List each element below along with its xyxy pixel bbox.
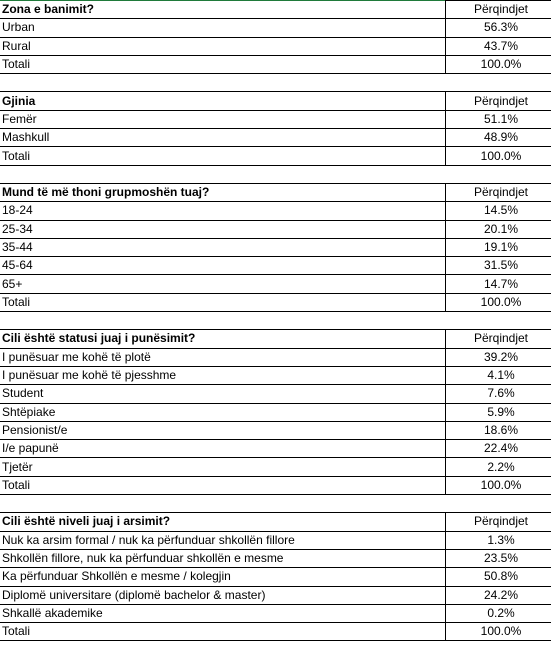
category-label-cell[interactable]: Shkollën fillore, nuk ka përfunduar shkollën e mesme bbox=[0, 549, 446, 567]
category-label-cell[interactable]: 18-24 bbox=[0, 202, 446, 220]
percent-header-cell[interactable]: Përqindjet bbox=[446, 183, 551, 201]
spacer-row bbox=[0, 165, 551, 183]
category-label-cell[interactable]: 35-44 bbox=[0, 238, 446, 256]
table-row bbox=[0, 549, 551, 567]
category-label-cell[interactable]: Urban bbox=[0, 19, 446, 37]
category-label-cell[interactable]: Pensionist/e bbox=[0, 421, 446, 439]
table-row bbox=[0, 568, 551, 586]
survey-table-body bbox=[0, 1, 551, 641]
empty-cell[interactable] bbox=[446, 312, 551, 330]
question-title-cell[interactable]: Mund të më thoni grupmoshën tuaj? bbox=[0, 183, 446, 201]
table-row bbox=[0, 348, 551, 366]
percent-value-cell[interactable]: 43.7% bbox=[446, 37, 551, 55]
percent-value-cell[interactable]: 20.1% bbox=[446, 220, 551, 238]
section-header-row bbox=[0, 92, 551, 110]
category-label-cell[interactable]: 65+ bbox=[0, 275, 446, 293]
total-row bbox=[0, 476, 551, 494]
table-row bbox=[0, 604, 551, 622]
percent-value-cell[interactable]: 14.5% bbox=[446, 202, 551, 220]
section-header-row bbox=[0, 330, 551, 348]
table-row bbox=[0, 458, 551, 476]
total-row bbox=[0, 623, 551, 641]
table-row bbox=[0, 421, 551, 439]
category-label-cell[interactable]: Totali bbox=[0, 55, 446, 73]
category-label-cell[interactable]: Totali bbox=[0, 293, 446, 311]
category-label-cell[interactable]: I/e papunë bbox=[0, 440, 446, 458]
category-label-cell[interactable]: I punësuar me kohë të plotë bbox=[0, 348, 446, 366]
empty-cell[interactable] bbox=[0, 74, 446, 92]
table-row bbox=[0, 238, 551, 256]
category-label-cell[interactable]: Totali bbox=[0, 623, 446, 641]
table-row bbox=[0, 19, 551, 37]
percent-value-cell[interactable]: 100.0% bbox=[446, 147, 551, 165]
percent-header-cell[interactable]: Përqindjet bbox=[446, 92, 551, 110]
empty-cell[interactable] bbox=[446, 74, 551, 92]
category-label-cell[interactable]: I punësuar me kohë të pjesshme bbox=[0, 366, 446, 384]
percent-value-cell[interactable]: 100.0% bbox=[446, 55, 551, 73]
category-label-cell[interactable]: Totali bbox=[0, 476, 446, 494]
percent-header-cell[interactable]: Përqindjet bbox=[446, 1, 551, 19]
percent-value-cell[interactable]: 56.3% bbox=[446, 19, 551, 37]
category-label-cell[interactable]: Femër bbox=[0, 110, 446, 128]
percent-value-cell[interactable]: 5.9% bbox=[446, 403, 551, 421]
table-row bbox=[0, 110, 551, 128]
percent-value-cell[interactable]: 100.0% bbox=[446, 293, 551, 311]
table-row bbox=[0, 275, 551, 293]
percent-value-cell[interactable]: 0.2% bbox=[446, 604, 551, 622]
category-label-cell[interactable]: Nuk ka arsim formal / nuk ka përfunduar shkollën fillore bbox=[0, 531, 446, 549]
percent-value-cell[interactable]: 51.1% bbox=[446, 110, 551, 128]
percent-value-cell[interactable]: 22.4% bbox=[446, 440, 551, 458]
percent-value-cell[interactable]: 50.8% bbox=[446, 568, 551, 586]
percent-value-cell[interactable]: 48.9% bbox=[446, 129, 551, 147]
category-label-cell[interactable]: Ka përfunduar Shkollën e mesme / kolegjin bbox=[0, 568, 446, 586]
percent-value-cell[interactable]: 7.6% bbox=[446, 385, 551, 403]
category-label-cell[interactable]: Shtëpiake bbox=[0, 403, 446, 421]
table-row bbox=[0, 257, 551, 275]
category-label-cell[interactable]: Mashkull bbox=[0, 129, 446, 147]
table-row bbox=[0, 366, 551, 384]
percent-value-cell[interactable]: 1.3% bbox=[446, 531, 551, 549]
percent-value-cell[interactable]: 2.2% bbox=[446, 458, 551, 476]
total-row bbox=[0, 147, 551, 165]
category-label-cell[interactable]: Tjetër bbox=[0, 458, 446, 476]
category-label-cell[interactable]: Shkallë akademike bbox=[0, 604, 446, 622]
percent-value-cell[interactable]: 39.2% bbox=[446, 348, 551, 366]
table-row bbox=[0, 586, 551, 604]
empty-cell[interactable] bbox=[446, 165, 551, 183]
spacer-row bbox=[0, 312, 551, 330]
percent-value-cell[interactable]: 18.6% bbox=[446, 421, 551, 439]
question-title-cell[interactable]: Cili është statusi juaj i punësimit? bbox=[0, 330, 446, 348]
percent-value-cell[interactable]: 23.5% bbox=[446, 549, 551, 567]
section-header-row bbox=[0, 1, 551, 19]
table-row bbox=[0, 220, 551, 238]
table-row bbox=[0, 37, 551, 55]
section-header-row bbox=[0, 183, 551, 201]
table-row bbox=[0, 403, 551, 421]
percent-value-cell[interactable]: 19.1% bbox=[446, 238, 551, 256]
percent-value-cell[interactable]: 100.0% bbox=[446, 623, 551, 641]
category-label-cell[interactable]: Totali bbox=[0, 147, 446, 165]
percent-value-cell[interactable]: 14.7% bbox=[446, 275, 551, 293]
empty-cell[interactable] bbox=[0, 495, 446, 513]
category-label-cell[interactable]: 45-64 bbox=[0, 257, 446, 275]
table-row bbox=[0, 531, 551, 549]
empty-cell[interactable] bbox=[446, 495, 551, 513]
category-label-cell[interactable]: Diplomë universitare (diplomë bachelor & master) bbox=[0, 586, 446, 604]
category-label-cell[interactable]: Student bbox=[0, 385, 446, 403]
percent-value-cell[interactable]: 24.2% bbox=[446, 586, 551, 604]
question-title-cell[interactable]: Gjinia bbox=[0, 92, 446, 110]
percent-header-cell[interactable]: Përqindjet bbox=[446, 330, 551, 348]
total-row bbox=[0, 293, 551, 311]
section-header-row bbox=[0, 513, 551, 531]
table-row bbox=[0, 385, 551, 403]
table-row bbox=[0, 440, 551, 458]
percent-header-cell[interactable]: Përqindjet bbox=[446, 513, 551, 531]
percent-value-cell[interactable]: 4.1% bbox=[446, 366, 551, 384]
empty-cell[interactable] bbox=[0, 312, 446, 330]
category-label-cell[interactable]: 25-34 bbox=[0, 220, 446, 238]
empty-cell[interactable] bbox=[0, 165, 446, 183]
percent-value-cell[interactable]: 31.5% bbox=[446, 257, 551, 275]
question-title-cell[interactable]: Zona e banimit? bbox=[0, 1, 446, 19]
percent-value-cell[interactable]: 100.0% bbox=[446, 476, 551, 494]
question-title-cell[interactable]: Cili është niveli juaj i arsimit? bbox=[0, 513, 446, 531]
category-label-cell[interactable]: Rural bbox=[0, 37, 446, 55]
spacer-row bbox=[0, 74, 551, 92]
table-row bbox=[0, 129, 551, 147]
table-row bbox=[0, 202, 551, 220]
spacer-row bbox=[0, 495, 551, 513]
total-row bbox=[0, 55, 551, 73]
